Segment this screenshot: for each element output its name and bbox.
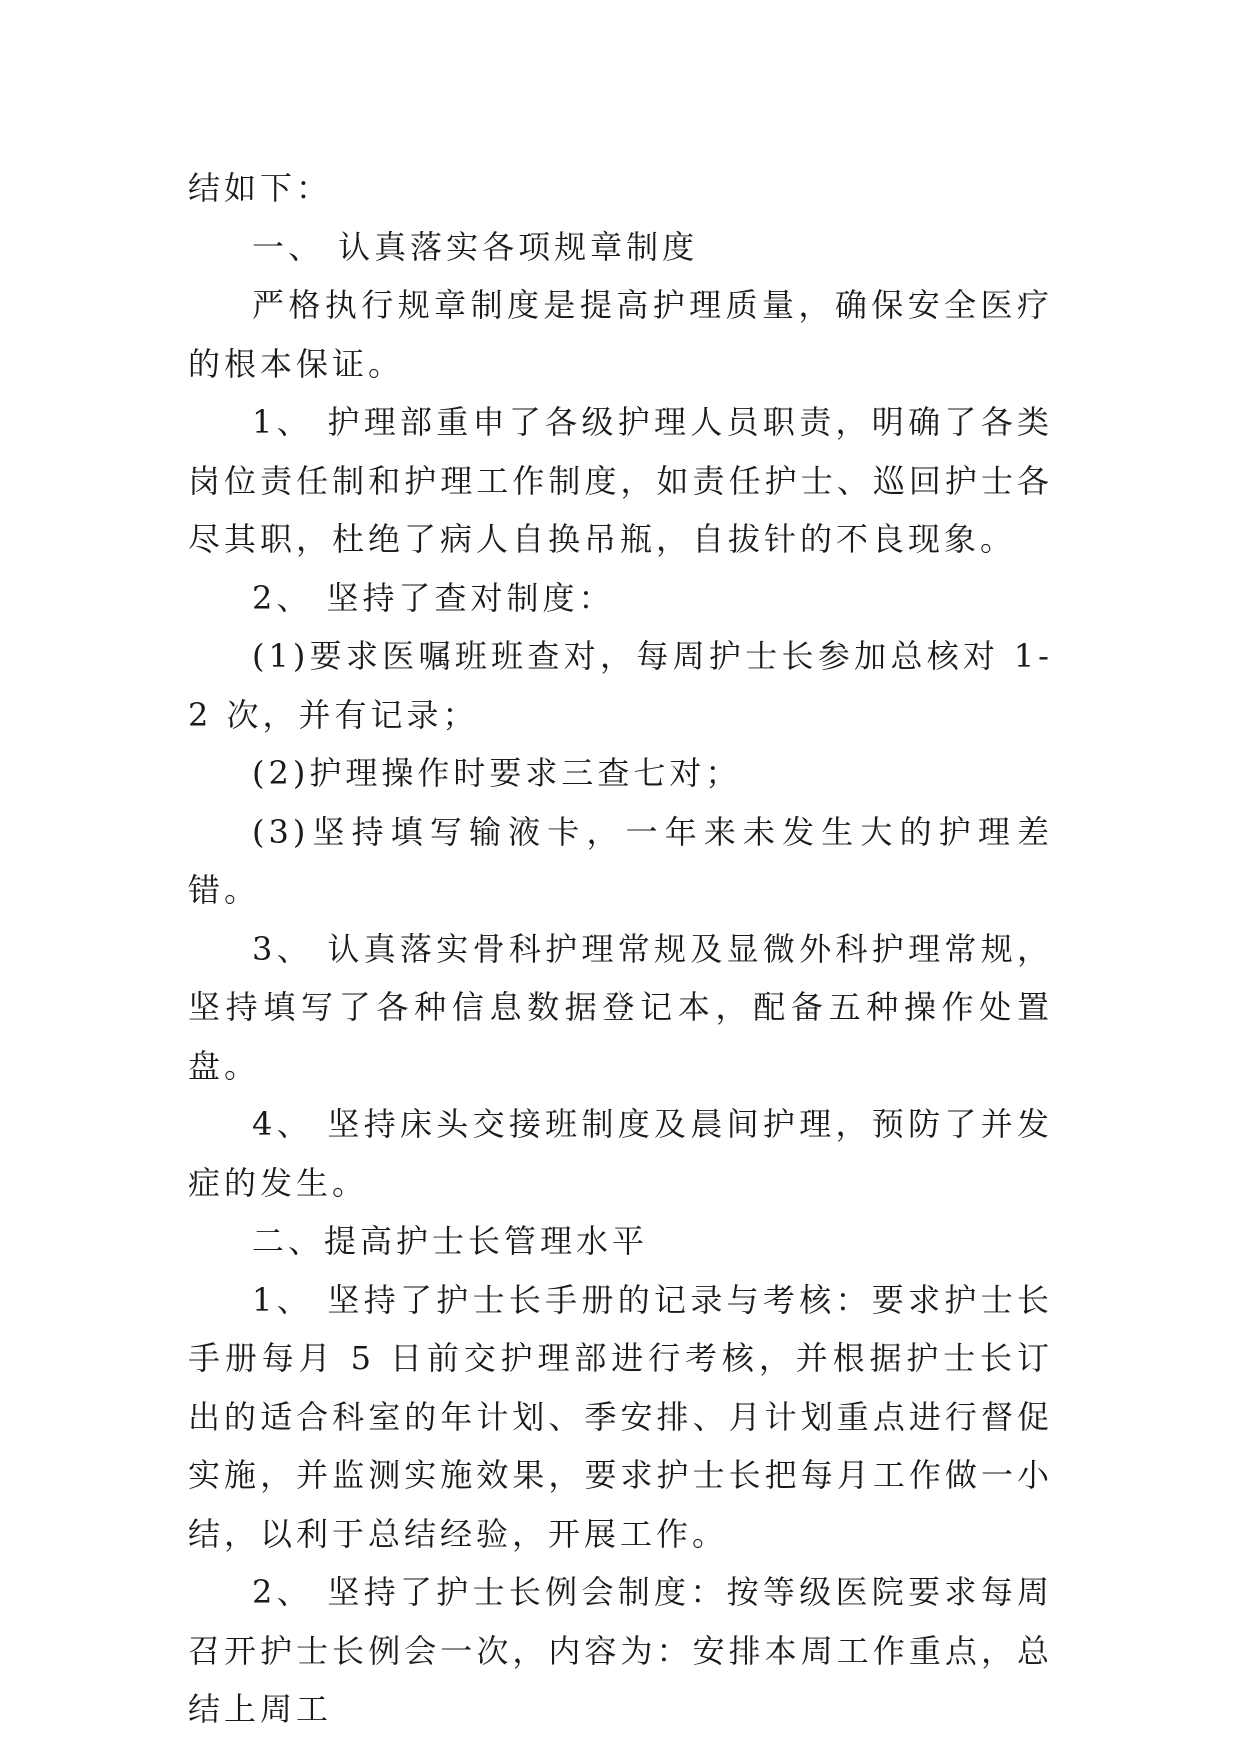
- section-heading-1: 一、 认真落实各项规章制度: [252, 227, 699, 266]
- list-item: 2、 坚持了查对制度：: [252, 578, 615, 617]
- paragraph: 严格执行规章制度是提高护理质量，确保安全医疗的根本保证。: [188, 286, 1053, 383]
- sub-list-item: (1)要求医嘱班班查对，每周护士长参加总核对 1-2 次，并有记录；: [188, 637, 1053, 734]
- list-item: 2、 坚持了护士长例会制度：按等级医院要求每周召开护士长例会一次，内容为：安排本周工作重点，总结上周工: [188, 1573, 1053, 1728]
- document-body: [188, 159, 1053, 1739]
- section-heading-2: 二、提高护士长管理水平: [252, 1222, 649, 1260]
- sub-list-item: (2)护理操作时要求三查七对；: [252, 754, 742, 792]
- paragraph-intro: 结如下：: [188, 169, 333, 207]
- list-item: 4、 坚持床头交接班制度及晨间护理，预防了并发症的发生。: [188, 1105, 1053, 1202]
- list-item: 1、 坚持了护士长手册的记录与考核：要求护士长手册每月 5 日前交护理部进行考核，并根据护士长订出的适合科室的年计划、季安排、月计划重点进行督促实施，并监测实施效果，要求护士长把每月工作做一小结，以利于总结经验，开展工作。: [188, 1280, 1053, 1553]
- list-item: 3、 认真落实骨科护理常规及显微外科护理常规，坚持填写了各种信息数据登记本，配备五种操作处置盘。: [188, 929, 1053, 1085]
- sub-list-item: (3)坚持填写输液卡，一年来未发生大的护理差错。: [188, 812, 1053, 909]
- list-item: 1、 护理部重申了各级护理人员职责，明确了各类岗位责任制和护理工作制度，如责任护士、巡回护士各尽其职，杜绝了病人自换吊瓶，自拔针的不良现象。: [188, 403, 1053, 558]
